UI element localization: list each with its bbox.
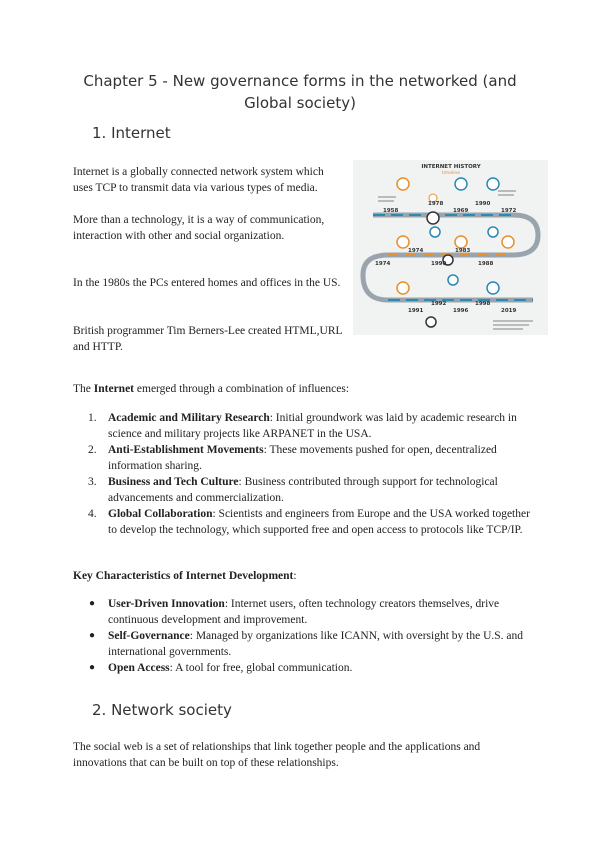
section-heading-network-society: 2. Network society xyxy=(92,701,232,719)
page-title: Chapter 5 - New governance forms in the networked (and Global society) xyxy=(83,72,517,112)
list-item: 4. Global Collaboration: Scientists and engineers from Europe and the USA worked together to develop the technology, which supported free and open access to protocols like TCP/IP. xyxy=(88,508,530,536)
infographic-subtitle: timeline xyxy=(441,171,461,176)
paragraph-social-web: The social web is a set of relationships that link together people and the applications and innovations that can be built on top of these relationships. xyxy=(73,741,481,769)
paragraph-intro: The Internet emerged through a combination of influences: xyxy=(73,383,350,395)
year-label: 1972 xyxy=(501,208,517,214)
year-label: 1983 xyxy=(455,248,471,254)
year-label: 2019 xyxy=(501,308,517,314)
key-characteristics-heading: Key Characteristics of Internet Development: xyxy=(73,570,297,582)
year-label: 1988 xyxy=(478,261,494,267)
list-item: ● Self-Governance: Managed by organizations like ICANN, with oversight by the U.S. and international governments. xyxy=(89,630,524,658)
list-item: 2. Anti-Establishment Movements: These movements pushed for open, decentralized information sharing. xyxy=(88,444,497,472)
year-label: 1958 xyxy=(383,208,399,214)
paragraph-1980s: In the 1980s the PCs entered homes and offices in the US. xyxy=(73,277,341,289)
year-label: 1990 xyxy=(475,201,491,207)
paragraph-berners-lee: British programmer Tim Berners-Lee created HTML,URL and HTTP. xyxy=(73,325,343,353)
year-label: 1978 xyxy=(428,201,444,207)
timeline-graphic xyxy=(353,160,548,335)
list-item: 3. Business and Tech Culture: Business contributed through support for technological advancements and commercialization. xyxy=(88,476,498,504)
list-item: ● User-Driven Innovation: Internet users, often technology creators themselves, drive continuous development and improvement. xyxy=(89,598,500,626)
list-item: ● Open Access: A tool for free, global communication. xyxy=(89,662,353,674)
year-label: 1996 xyxy=(453,308,469,314)
year-label: 1974 xyxy=(375,261,391,267)
year-label: 1992 xyxy=(431,301,447,307)
year-label: 1998 xyxy=(475,301,491,307)
year-label: 1990 xyxy=(431,261,447,267)
year-label: 1991 xyxy=(408,308,424,314)
internet-history-infographic xyxy=(353,160,548,335)
year-label: 1969 xyxy=(453,208,469,214)
year-label: 1974 xyxy=(408,248,424,254)
paragraph-communication: More than a technology, it is a way of communication, interaction with other and social organization. xyxy=(73,214,325,242)
influences-list xyxy=(73,410,533,538)
list-item: 1. Academic and Military Research: Initial groundwork was laid by academic research in science and military projects like ARPANET in the USA. xyxy=(88,412,517,440)
paragraph-internet-definition: Internet is a globally connected network system which uses TCP to transmit data via various types of media. xyxy=(73,166,324,194)
characteristics-list xyxy=(73,596,533,676)
section-heading-internet: 1. Internet xyxy=(92,124,171,142)
infographic-title: INTERNET HISTORY xyxy=(421,164,481,170)
